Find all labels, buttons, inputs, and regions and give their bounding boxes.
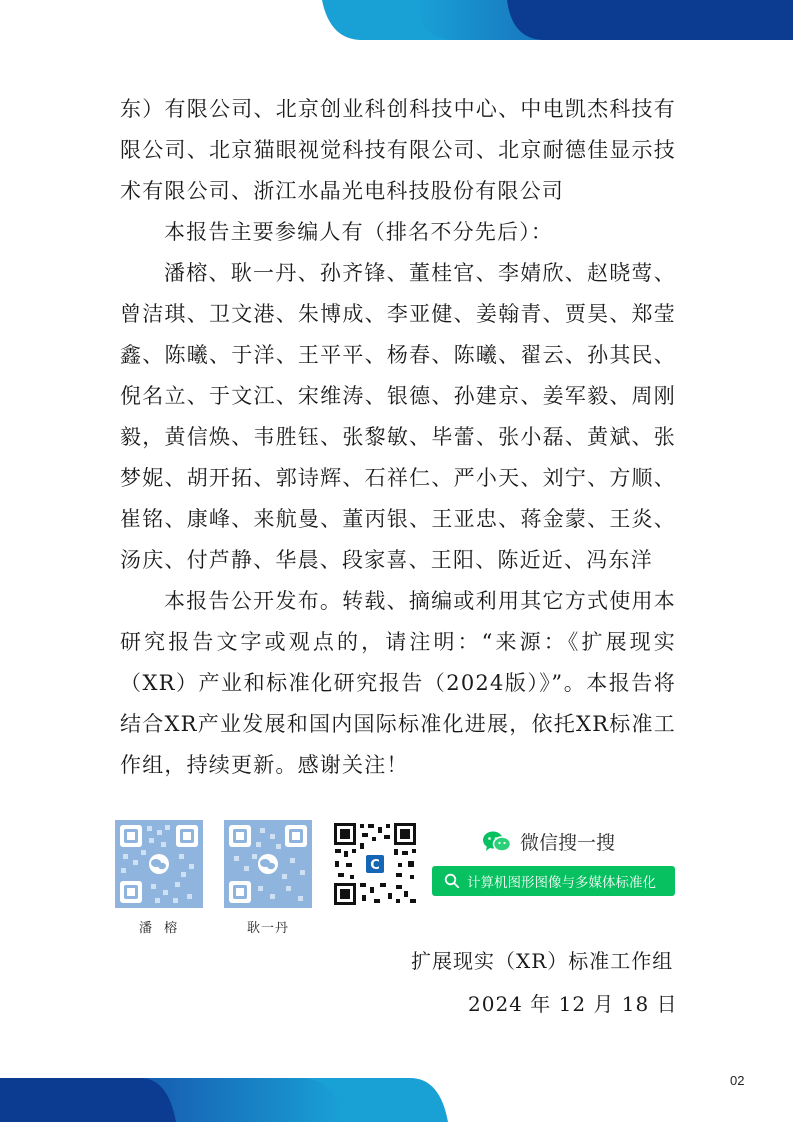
wechat-search-label: 微信搜一搜 bbox=[520, 832, 616, 854]
signature-date: 2024 年 12 月 18 日 bbox=[468, 992, 678, 1016]
paragraph-companies: 东）有限公司、北京创业科创科技中心、中电凯杰科技有限公司、北京猫眼视觉科技有限公司、北京耐德佳显示技术有限公司、浙江水晶光电科技股份有限公司 bbox=[120, 97, 676, 203]
qr-caption-2: 耿一丹 bbox=[247, 921, 290, 936]
qr-code-icon bbox=[332, 821, 418, 907]
wechat-qr-icon bbox=[115, 820, 203, 908]
page-number: 02 bbox=[730, 1073, 745, 1088]
paragraph-statement: 本报告公开发布。转载、摘编或利用其它方式使用本研究报告文字或观点的，请注明：“来源：《扩展现实（XR）产业和标准化研究报告（2024版）》”。本报告将结合XR产业发展和国内国际标准化进展，依托XR标准工作组，持续更新。感谢关注！ bbox=[120, 589, 676, 777]
signature-org: 扩展现实（XR）标准工作组 bbox=[411, 949, 674, 973]
wechat-icon bbox=[482, 830, 512, 854]
qr-caption-1: 潘 榕 bbox=[139, 921, 182, 936]
svg-text:C: C bbox=[370, 858, 380, 873]
wechat-qr-icon bbox=[224, 820, 312, 908]
wechat-search-title bbox=[482, 828, 615, 855]
paragraph-editors-intro: 本报告主要参编人有（排名不分先后）： bbox=[164, 220, 554, 244]
wechat-search-box[interactable] bbox=[432, 866, 675, 896]
wechat-search-text: 计算机图形图像与多媒体标准化 bbox=[467, 875, 656, 891]
paragraph-editors-list: 潘榕、耿一丹、孙齐锋、董桂官、李婧欣、赵晓莺、曾洁琪、卫文港、朱博成、李亚健、姜翰青、贾昊、郑莹鑫、陈曦、于洋、王平平、杨春、陈曦、翟云、孙其民、倪名立、于文江、宋维涛、银德、孙建京、姜军毅、周刚毅，黄信焕、韦胜钰、张黎敏、毕蕾、张小磊、黄斌、张梦妮、胡开拓、郭诗辉、石祥仁、严小天、刘宁、方顺、崔铭、康峰、来航曼、董丙银、王亚忠、蒋金蒙、王炎、汤庆、付芦静、华晨、段家喜、王阳、陈近近、冯东洋 bbox=[120, 261, 676, 572]
top-band bbox=[322, 0, 793, 40]
bottom-band bbox=[0, 1078, 448, 1122]
search-icon bbox=[444, 873, 460, 889]
